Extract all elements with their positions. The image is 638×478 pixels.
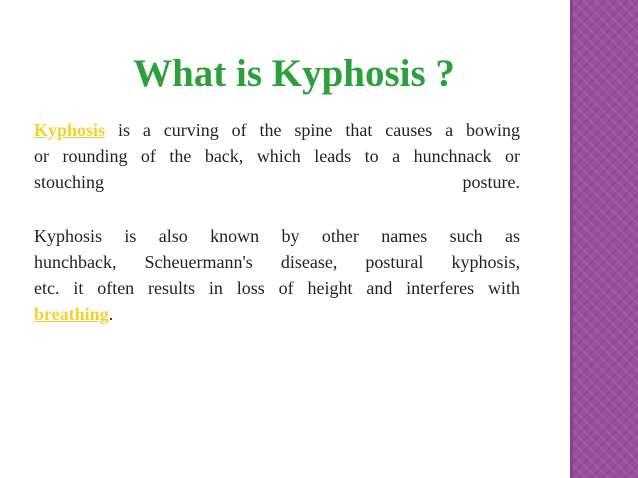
paragraph-2-line-4: [34, 301, 520, 327]
slide-title: What is Kyphosis ?: [133, 52, 455, 95]
paragraph-other-names: [34, 223, 520, 327]
kyphosis-link[interactable]: Kyphosis: [34, 120, 106, 140]
paragraph-2-line-1: Kyphosis is also known by other names such as: [34, 226, 520, 246]
paragraph-1-line-3: stouching posture.: [34, 172, 520, 192]
paragraph-2-line-3: etc. it often results in loss of height and interferes with: [34, 278, 520, 298]
paragraph-definition: [34, 117, 520, 195]
decorative-side-bar: [570, 0, 638, 478]
paragraph-2-line-2: hunchback, Scheuermann's disease, postural kyphosis,: [34, 252, 520, 272]
breathing-link[interactable]: breathing: [34, 304, 109, 324]
paragraph-1-line-1-text: is a curving of the spine that causes a bowing: [105, 120, 520, 140]
paragraph-1-line-1: [34, 117, 520, 143]
paragraph-1-line-2: or rounding of the back, which leads to a hunchnack or: [34, 146, 520, 166]
paragraph-2-end: .: [108, 304, 114, 324]
